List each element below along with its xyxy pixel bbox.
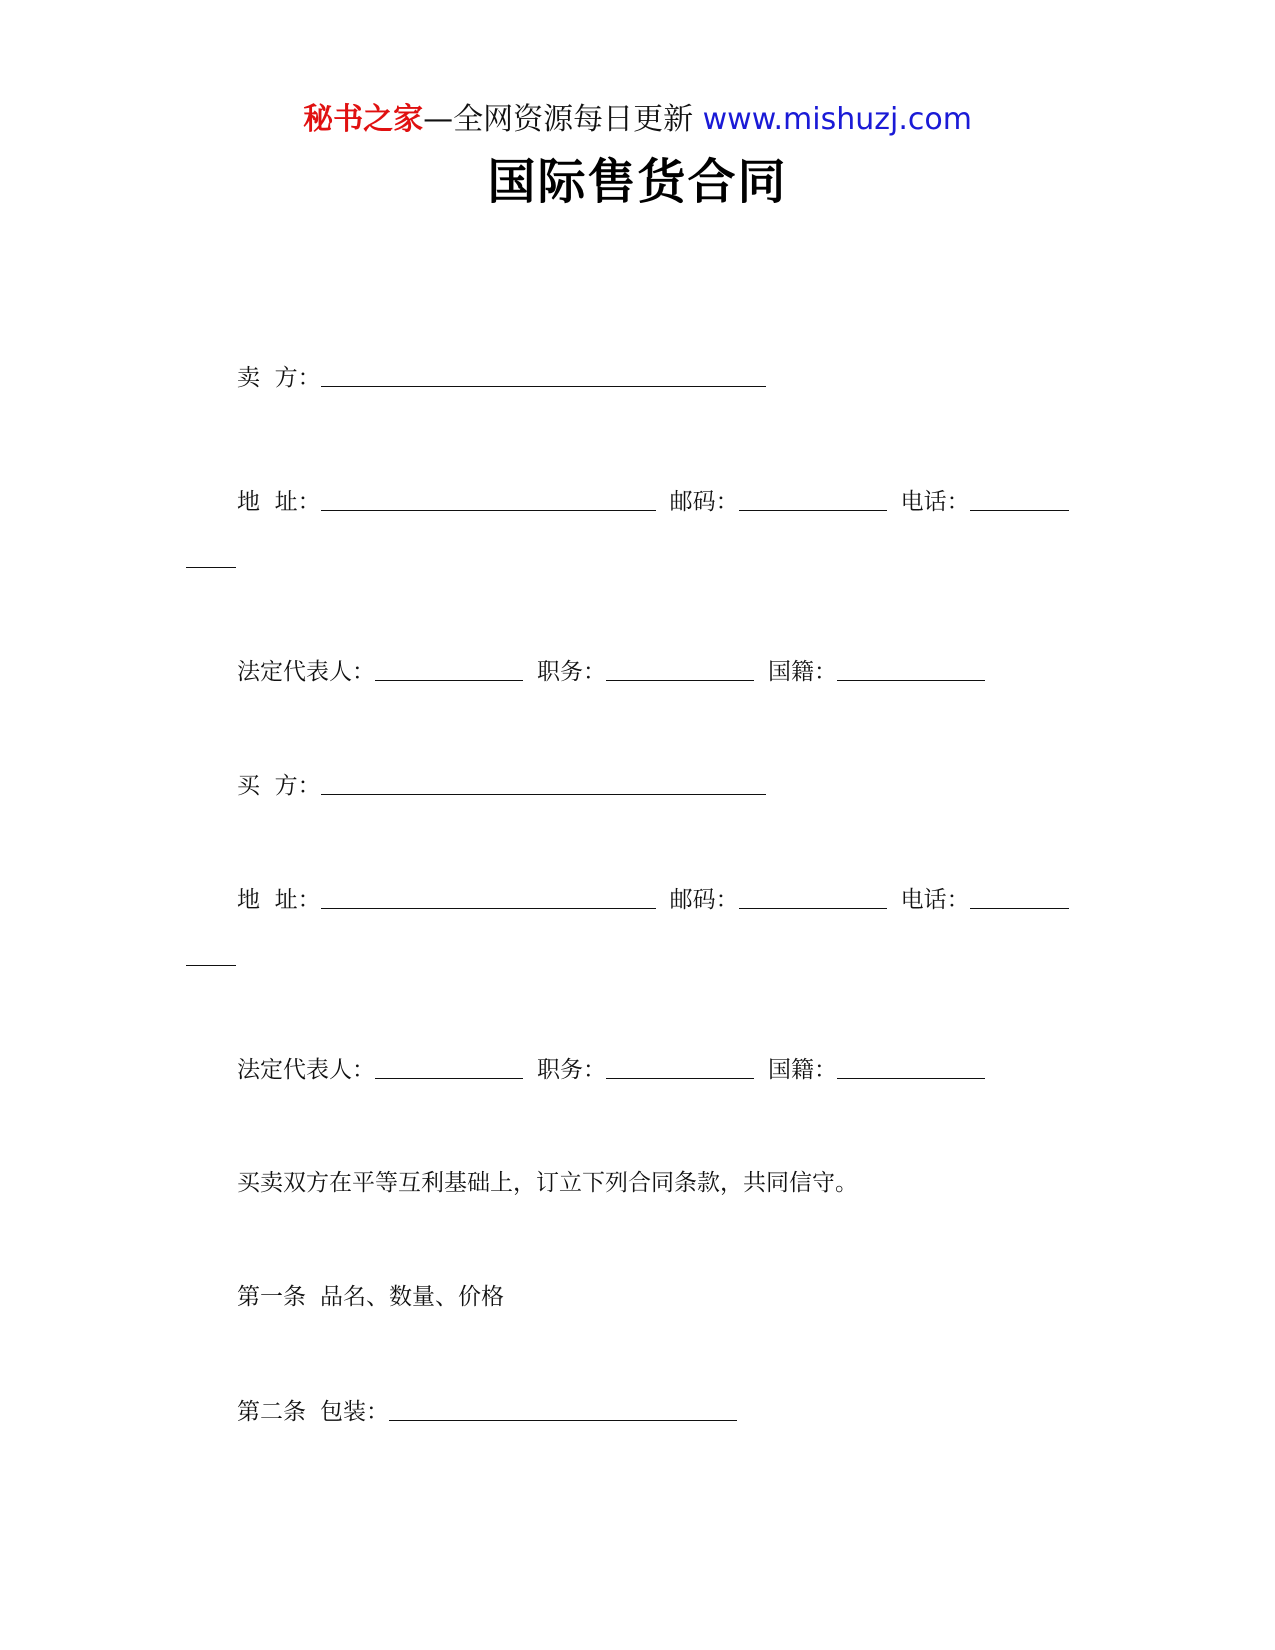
buyer-phone-blank-cont[interactable] xyxy=(186,941,236,966)
buyer-position-label: 职务： xyxy=(537,1057,606,1083)
brand-name: 秘书之家 xyxy=(303,102,424,137)
buyer-party-blank[interactable] xyxy=(321,770,766,795)
seller-nationality-label: 国籍： xyxy=(768,659,837,685)
buyer-phone-continuation xyxy=(186,941,236,972)
seller-address-blank[interactable] xyxy=(321,486,656,511)
site-header xyxy=(0,100,1275,140)
buyer-party-label: 买 方： xyxy=(237,773,321,799)
seller-phone-blank-cont[interactable] xyxy=(186,543,236,568)
buyer-rep-line xyxy=(237,1054,985,1085)
article-1-number: 第一条 xyxy=(237,1284,306,1310)
seller-rep-line xyxy=(237,656,985,687)
buyer-phone-label: 电话： xyxy=(900,887,970,913)
seller-nationality-blank[interactable] xyxy=(837,656,985,681)
seller-postcode-blank[interactable] xyxy=(739,486,887,511)
document-title: 国际售货合同 xyxy=(487,154,788,210)
buyer-postcode-label: 邮码： xyxy=(669,887,739,913)
seller-address-line xyxy=(237,486,1069,517)
buyer-address-label: 地 址： xyxy=(237,887,321,913)
buyer-position-blank[interactable] xyxy=(606,1054,754,1079)
buyer-address-blank[interactable] xyxy=(321,884,656,909)
seller-phone-continuation xyxy=(186,543,236,574)
seller-party-line xyxy=(237,362,766,393)
article-1-text: 品名、数量、价格 xyxy=(320,1284,504,1310)
site-url[interactable]: www.mishuzj.com xyxy=(702,102,972,137)
seller-party-blank[interactable] xyxy=(321,362,766,387)
buyer-rep-blank[interactable] xyxy=(375,1054,523,1079)
seller-position-blank[interactable] xyxy=(606,656,754,681)
buyer-party-line xyxy=(237,770,766,801)
seller-position-label: 职务： xyxy=(537,659,606,685)
buyer-postcode-blank[interactable] xyxy=(739,884,887,909)
seller-rep-label: 法定代表人： xyxy=(237,659,375,685)
article-1 xyxy=(237,1282,504,1312)
buyer-rep-label: 法定代表人： xyxy=(237,1057,375,1083)
buyer-phone-blank[interactable] xyxy=(970,884,1069,909)
buyer-address-line xyxy=(237,884,1069,915)
article-2-text: 包装： xyxy=(320,1399,389,1425)
seller-rep-blank[interactable] xyxy=(375,656,523,681)
article-2-blank[interactable] xyxy=(389,1396,737,1421)
seller-postcode-label: 邮码： xyxy=(669,489,739,515)
buyer-nationality-label: 国籍： xyxy=(768,1057,837,1083)
seller-party-label: 卖 方： xyxy=(237,365,321,391)
article-2 xyxy=(237,1396,737,1427)
header-tagline: —全网资源每日更新 xyxy=(423,102,694,137)
preamble: 买卖双方在平等互利基础上，订立下列合同条款，共同信守。 xyxy=(237,1170,858,1196)
seller-address-label: 地 址： xyxy=(237,489,321,515)
article-2-number: 第二条 xyxy=(237,1399,306,1425)
buyer-nationality-blank[interactable] xyxy=(837,1054,985,1079)
seller-phone-label: 电话： xyxy=(900,489,970,515)
seller-phone-blank[interactable] xyxy=(970,486,1069,511)
